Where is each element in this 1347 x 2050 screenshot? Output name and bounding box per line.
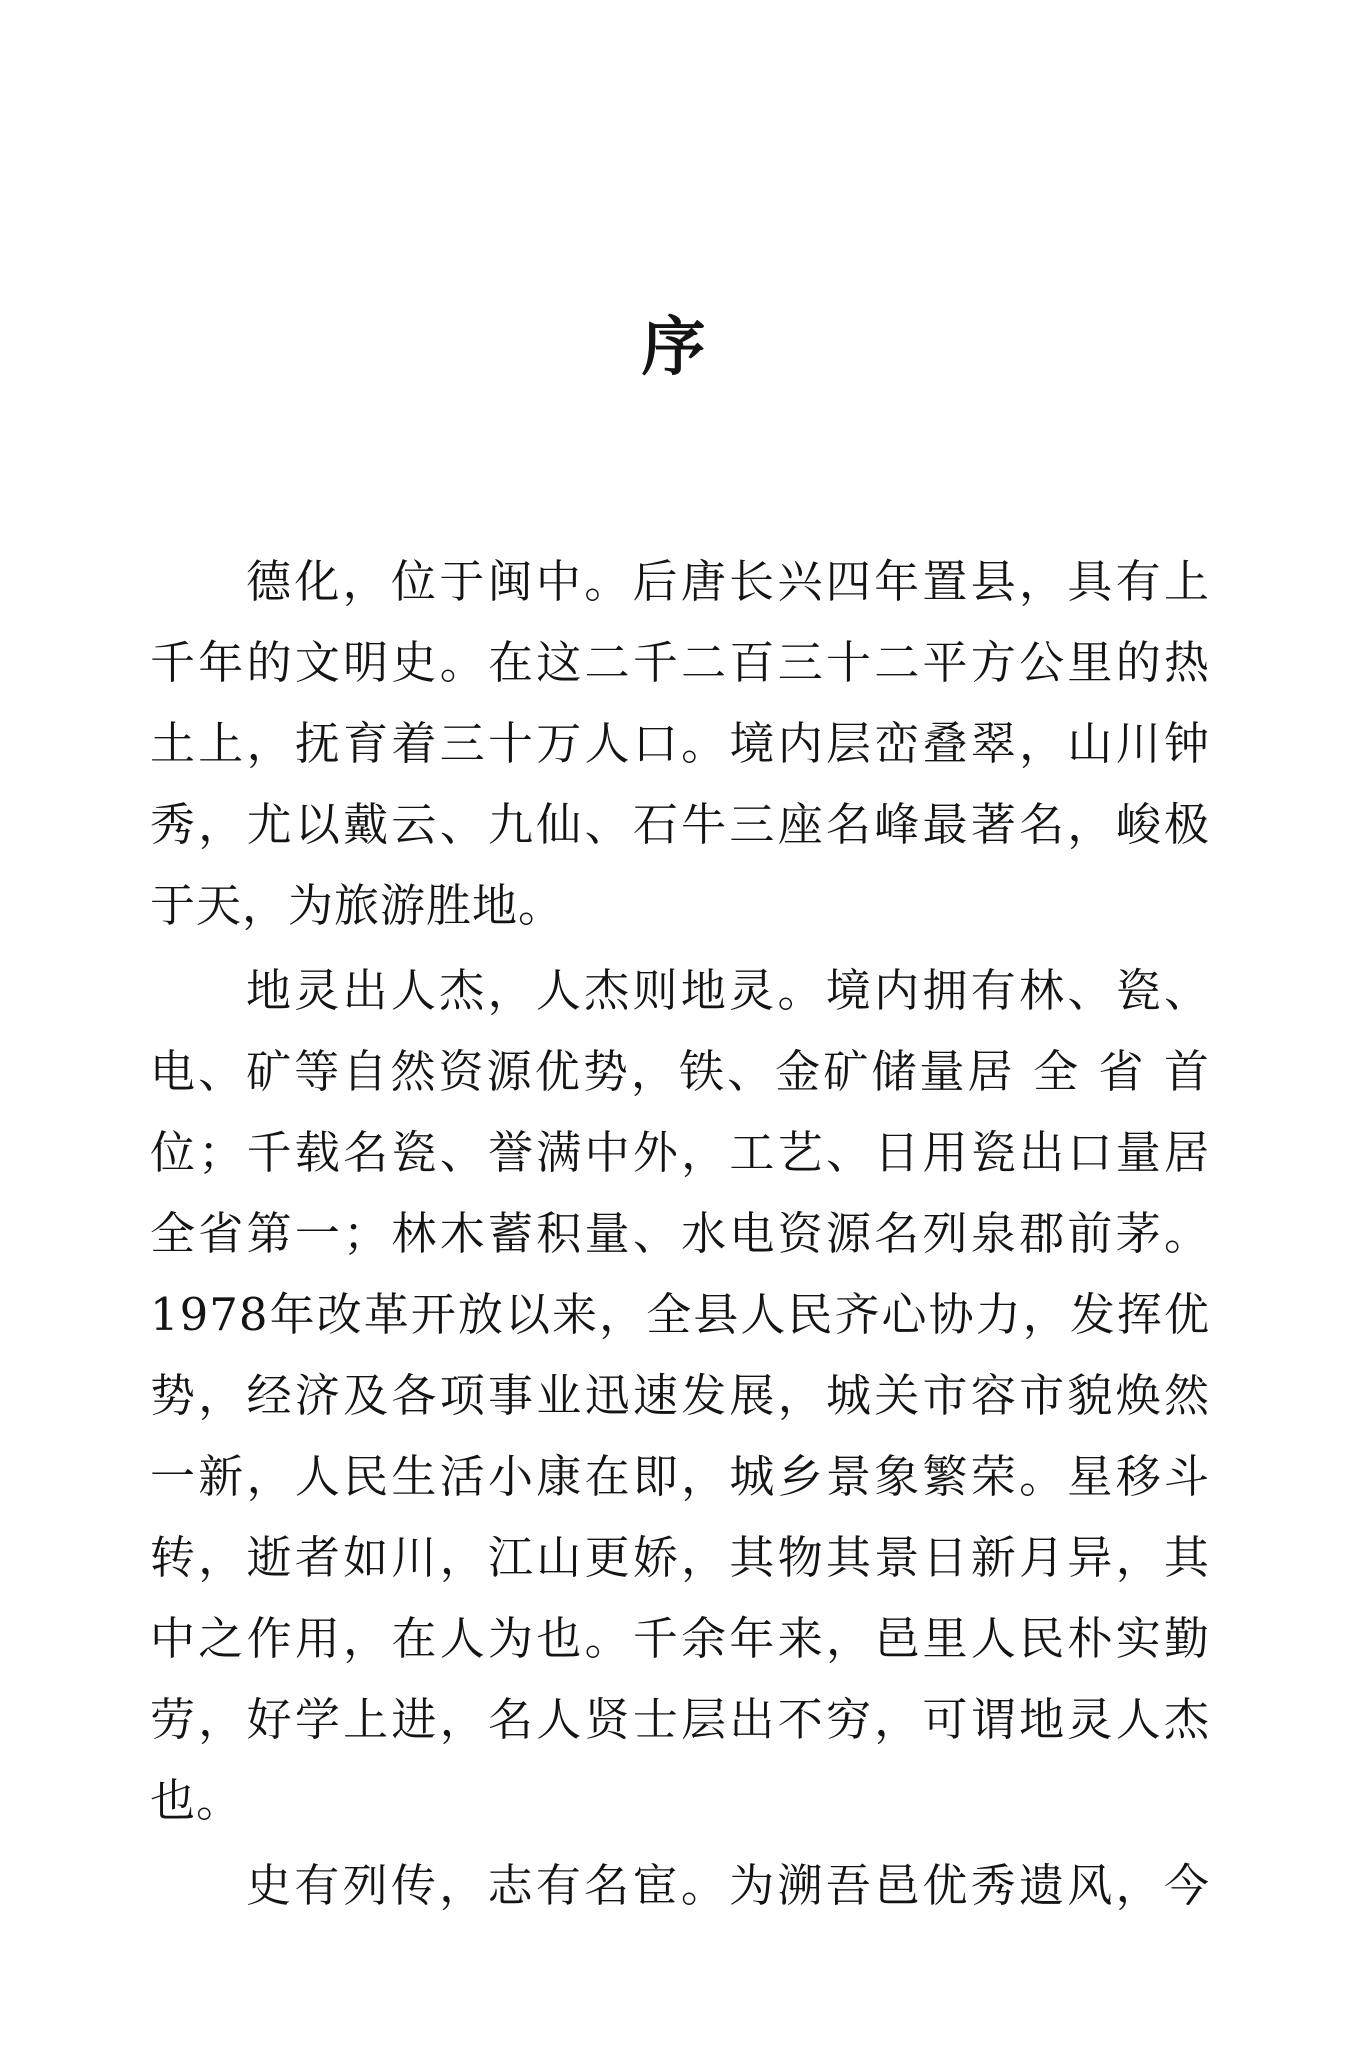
text-line: 劳，好学上进，名人贤士层出不穷，可谓地灵人杰: [150, 1693, 1210, 1746]
text-line: 1978年改革开放以来，全县人民齐心协力，发挥优: [150, 1288, 1210, 1341]
text-line: 地灵出人杰，人杰则地灵。境内拥有林、瓷、: [246, 964, 1210, 1017]
text-line: 中之作用，在人为也。千余年来，邑里人民朴实勤: [150, 1612, 1210, 1665]
text-line: 史有列传，志有名宦。为溯吾邑优秀遗风，今: [246, 1859, 1210, 1912]
text-line: 势，经济及各项事业迅速发展，城关市容市貌焕然: [150, 1369, 1210, 1422]
text-line: 位；千载名瓷、誉满中外，工艺、日用瓷出口量居: [150, 1126, 1210, 1179]
text-line: 德化，位于闽中。后唐长兴四年置县，具有上: [246, 555, 1210, 608]
text-line: 全省第一；林木蓄积量、水电资源名列泉郡前茅。: [150, 1207, 1210, 1260]
text-line: 电、矿等自然资源优势，铁、金矿储量居 全 省 首: [150, 1045, 1210, 1098]
text-line: 秀，尤以戴云、九仙、石牛三座名峰最著名，峻极: [150, 798, 1210, 851]
text-line: 土上，抚育着三十万人口。境内层峦叠翠，山川钟: [150, 717, 1210, 770]
text-line: 也。: [150, 1774, 243, 1827]
preface-body: [150, 541, 1210, 1926]
text-line: 转，逝者如川，江山更娇，其物其景日新月异，其: [150, 1531, 1210, 1584]
preface-title: 序: [641, 310, 706, 385]
text-line: 一新，人民生活小康在即，城乡景象繁荣。星移斗: [150, 1450, 1210, 1503]
text-line: 千年的文明史。在这二千二百三十二平方公里的热: [150, 636, 1210, 689]
text-line: 于天，为旅游胜地。: [150, 879, 565, 932]
